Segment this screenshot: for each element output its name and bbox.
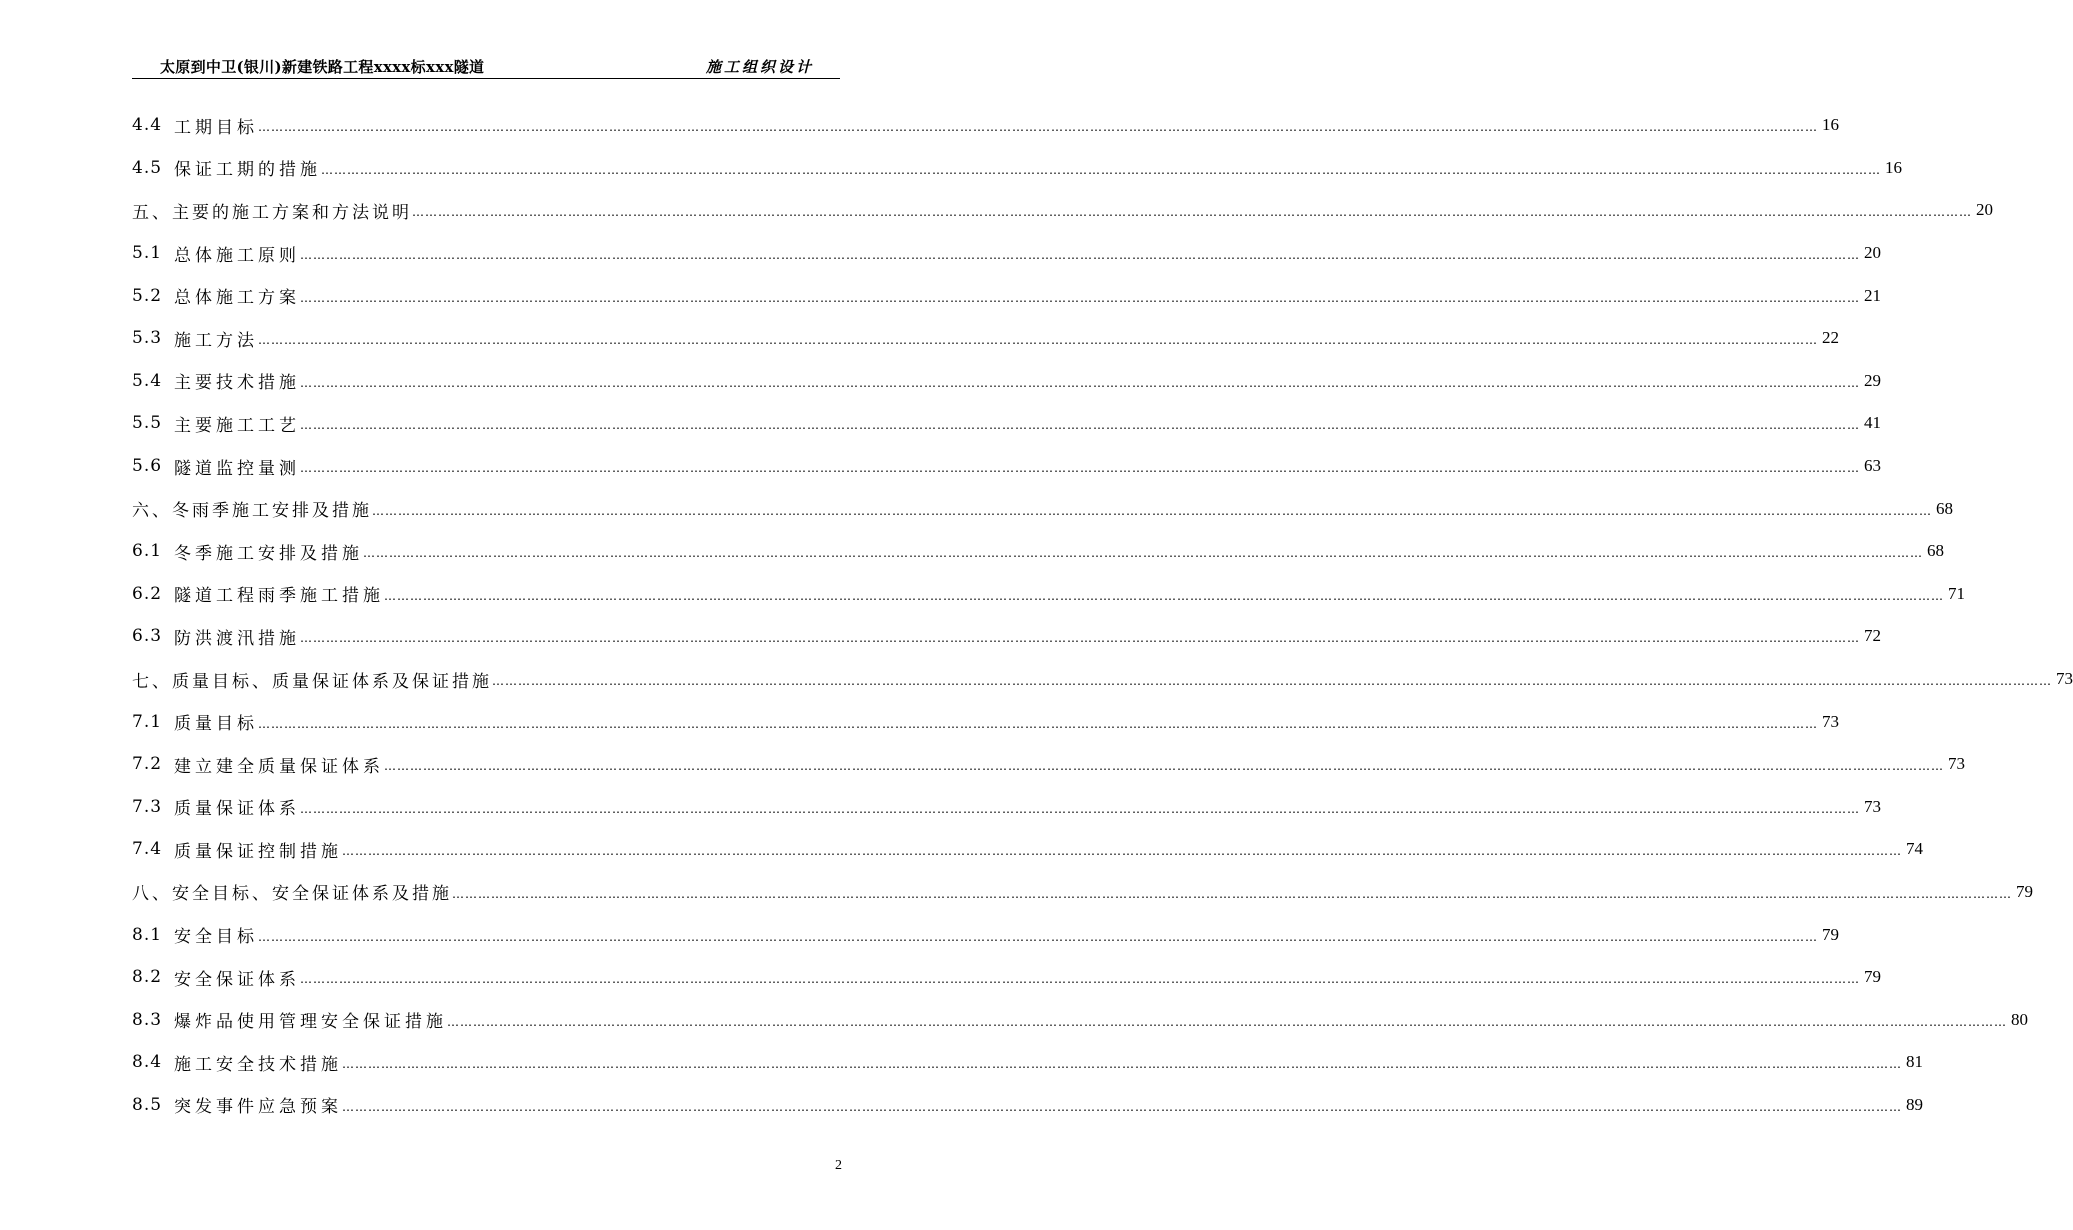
- toc-entry-title: 主要施工工艺: [174, 415, 300, 436]
- toc-entry[interactable]: [132, 828, 1923, 871]
- page-header: [132, 54, 840, 79]
- toc-entry-title: 施工方法: [174, 330, 258, 351]
- toc-entry-number: 5.5: [132, 413, 163, 434]
- toc-entry-page: 73: [1864, 796, 1881, 816]
- toc-leader-dots: ………………………………………………………………………………………………………………………………………………………………………………………………………………………………………………………………………………………………………………………………: [300, 375, 1860, 390]
- toc-entry-number: 6.1: [132, 541, 163, 562]
- toc-entry-page: 72: [1864, 626, 1881, 646]
- toc-entry-number: 4.5: [132, 157, 163, 178]
- toc-entry-number: 7.1: [132, 711, 163, 732]
- toc-entry-number: 5.3: [132, 328, 163, 349]
- toc-entry-title: 质量保证体系: [174, 799, 300, 820]
- toc-entry-page: 79: [1822, 924, 1839, 944]
- toc-entry[interactable]: [132, 147, 1902, 190]
- toc-entry-title: 七、质量目标、质量保证体系及保证措施: [132, 671, 492, 692]
- toc-leader-dots: ………………………………………………………………………………………………………………………………………………………………………………………………………………………………………………………………………………………………………………………………: [384, 588, 1944, 603]
- toc-entry[interactable]: [132, 615, 1881, 658]
- toc-entry[interactable]: [132, 743, 1965, 786]
- document-type: 施工组织设计: [705, 58, 814, 76]
- toc-entry-page: 73: [2056, 669, 2073, 689]
- toc-entry-page: 79: [1864, 967, 1881, 987]
- toc-entry-page: 21: [1864, 285, 1881, 305]
- toc-entry-title: 总体施工方案: [174, 288, 300, 309]
- toc-entry[interactable]: [132, 104, 1839, 147]
- toc-entry-number: 7.2: [132, 754, 163, 775]
- toc-entry-page: 16: [1822, 115, 1839, 135]
- toc-entry-number: 8.1: [132, 924, 163, 945]
- toc-entry[interactable]: [132, 658, 2073, 701]
- toc-leader-dots: ………………………………………………………………………………………………………………………………………………………………………………………………………………………………………………………………………………………………………………………………: [300, 461, 1860, 476]
- toc-entry-number: 7.3: [132, 796, 163, 817]
- toc-entry-page: 81: [1906, 1052, 1923, 1072]
- toc-entry-title: 质量目标: [174, 714, 258, 735]
- toc-leader-dots: ………………………………………………………………………………………………………………………………………………………………………………………………………………………………………………………………………………………………………………………………: [258, 716, 1818, 731]
- toc-entry[interactable]: [132, 487, 1953, 530]
- toc-entry[interactable]: [132, 913, 1839, 956]
- toc-entry-title: 防洪渡汛措施: [174, 628, 300, 649]
- toc-entry-number: 4.4: [132, 115, 163, 136]
- toc-leader-dots: ………………………………………………………………………………………………………………………………………………………………………………………………………………………………………………………………………………………………………………………………: [258, 120, 1818, 135]
- toc-entry[interactable]: [132, 573, 1965, 616]
- toc-entry[interactable]: [132, 274, 1881, 317]
- toc-entry-number: 8.3: [132, 1009, 163, 1030]
- toc-leader-dots: ………………………………………………………………………………………………………………………………………………………………………………………………………………………………………………………………………………………………………………………………: [342, 844, 1902, 859]
- toc-leader-dots: ………………………………………………………………………………………………………………………………………………………………………………………………………………………………………………………………………………………………………………………………: [300, 418, 1860, 433]
- toc-entry-title: 突发事件应急预案: [174, 1097, 342, 1118]
- toc-leader-dots: ………………………………………………………………………………………………………………………………………………………………………………………………………………………………………………………………………………………………………………………………: [321, 162, 1881, 177]
- toc-entry-number: 7.4: [132, 839, 163, 860]
- toc-entry-page: 16: [1885, 157, 1902, 177]
- toc-entry-title: 隧道监控量测: [174, 458, 300, 479]
- toc-entry[interactable]: [132, 402, 1881, 445]
- toc-entry-number: 8.4: [132, 1052, 163, 1073]
- toc-entry-page: 22: [1822, 328, 1839, 348]
- toc-leader-dots: ………………………………………………………………………………………………………………………………………………………………………………………………………………………………………………………………………………………………………………………………: [300, 290, 1860, 305]
- toc-entry[interactable]: [132, 786, 1881, 829]
- toc-entry-title: 质量保证控制措施: [174, 841, 342, 862]
- toc-leader-dots: ………………………………………………………………………………………………………………………………………………………………………………………………………………………………………………………………………………………………………………………………: [452, 886, 2012, 901]
- toc-leader-dots: ………………………………………………………………………………………………………………………………………………………………………………………………………………………………………………………………………………………………………………………………: [300, 801, 1860, 816]
- toc-entry-page: 63: [1864, 456, 1881, 476]
- toc-entry-page: 74: [1906, 839, 1923, 859]
- toc-leader-dots: ………………………………………………………………………………………………………………………………………………………………………………………………………………………………………………………………………………………………………………………………: [300, 972, 1860, 987]
- toc-entry-title: 冬季施工安排及措施: [174, 543, 363, 564]
- toc-leader-dots: ………………………………………………………………………………………………………………………………………………………………………………………………………………………………………………………………………………………………………………………………: [300, 248, 1860, 263]
- toc-entry-number: 5.4: [132, 370, 163, 391]
- document-title: 太原到中卫(银川)新建铁路工程xxxx标xxx隧道: [160, 58, 485, 76]
- toc-entry-page: 29: [1864, 370, 1881, 390]
- toc-entry-page: 68: [1927, 541, 1944, 561]
- toc-entry-number: 8.2: [132, 967, 163, 988]
- toc-entry-title: 工期目标: [174, 117, 258, 138]
- toc-entry[interactable]: [132, 956, 1881, 999]
- toc-entry-title: 保证工期的措施: [174, 160, 321, 181]
- toc-entry[interactable]: [132, 445, 1881, 488]
- toc-entry-page: 20: [1976, 200, 1993, 220]
- toc-entry-title: 八、安全目标、安全保证体系及措施: [132, 884, 452, 905]
- toc-entry-page: 73: [1822, 711, 1839, 731]
- toc-entry-page: 41: [1864, 413, 1881, 433]
- toc-entry-title: 建立建全质量保证体系: [174, 756, 384, 777]
- toc-leader-dots: ………………………………………………………………………………………………………………………………………………………………………………………………………………………………………………………………………………………………………………………………: [342, 1099, 1902, 1114]
- toc-leader-dots: ………………………………………………………………………………………………………………………………………………………………………………………………………………………………………………………………………………………………………………………………: [342, 1057, 1902, 1072]
- toc-entry-page: 71: [1948, 583, 1965, 603]
- toc-entry[interactable]: [132, 360, 1881, 403]
- toc-entry-page: 79: [2016, 881, 2033, 901]
- toc-entry[interactable]: [132, 998, 2028, 1041]
- toc-entry-number: 6.3: [132, 626, 163, 647]
- toc-entry-page: 20: [1864, 243, 1881, 263]
- toc-leader-dots: ………………………………………………………………………………………………………………………………………………………………………………………………………………………………………………………………………………………………………………………………: [363, 546, 1923, 561]
- toc-entry-title: 施工安全技术措施: [174, 1054, 342, 1075]
- toc-entry[interactable]: [132, 1041, 1923, 1084]
- toc-entry-title: 安全目标: [174, 927, 258, 948]
- toc-entry[interactable]: [132, 700, 1839, 743]
- toc-leader-dots: ………………………………………………………………………………………………………………………………………………………………………………………………………………………………………………………………………………………………………………………………: [492, 674, 2052, 689]
- toc-entry-title: 主要技术措施: [174, 373, 300, 394]
- toc-entry-title: 安全保证体系: [174, 969, 300, 990]
- table-of-contents: [132, 104, 2073, 1126]
- toc-leader-dots: ………………………………………………………………………………………………………………………………………………………………………………………………………………………………………………………………………………………………………………………………: [258, 929, 1818, 944]
- toc-entry-page: 89: [1906, 1094, 1923, 1114]
- toc-entry-number: 5.2: [132, 285, 163, 306]
- toc-entry-page: 80: [2011, 1009, 2028, 1029]
- toc-leader-dots: ………………………………………………………………………………………………………………………………………………………………………………………………………………………………………………………………………………………………………………………………: [258, 333, 1818, 348]
- toc-entry-page: 73: [1948, 754, 1965, 774]
- toc-entry-title: 总体施工原则: [174, 245, 300, 266]
- toc-leader-dots: ………………………………………………………………………………………………………………………………………………………………………………………………………………………………………………………………………………………………………………………………: [412, 205, 1972, 220]
- toc-leader-dots: ………………………………………………………………………………………………………………………………………………………………………………………………………………………………………………………………………………………………………………………………: [372, 503, 1932, 518]
- toc-leader-dots: ………………………………………………………………………………………………………………………………………………………………………………………………………………………………………………………………………………………………………………………………: [384, 759, 1944, 774]
- toc-entry-title: 五、主要的施工方案和方法说明: [132, 202, 412, 223]
- page-number: 2: [835, 1158, 842, 1173]
- toc-entry[interactable]: [132, 232, 1881, 275]
- toc-entry[interactable]: [132, 530, 1944, 573]
- toc-entry-title: 隧道工程雨季施工措施: [174, 586, 384, 607]
- toc-entry-page: 68: [1936, 498, 1953, 518]
- toc-entry[interactable]: [132, 317, 1839, 360]
- toc-entry[interactable]: [132, 871, 2033, 914]
- toc-entry-title: 爆炸品使用管理安全保证措施: [174, 1012, 447, 1033]
- toc-leader-dots: ………………………………………………………………………………………………………………………………………………………………………………………………………………………………………………………………………………………………………………………………: [300, 631, 1860, 646]
- toc-entry[interactable]: [132, 1084, 1923, 1127]
- toc-leader-dots: ………………………………………………………………………………………………………………………………………………………………………………………………………………………………………………………………………………………………………………………………: [447, 1014, 2007, 1029]
- toc-entry-number: 6.2: [132, 583, 163, 604]
- toc-entry-title: 六、冬雨季施工安排及措施: [132, 501, 372, 522]
- toc-entry-number: 5.1: [132, 243, 163, 264]
- toc-entry-number: 8.5: [132, 1094, 163, 1115]
- toc-entry[interactable]: [132, 189, 1993, 232]
- toc-entry-number: 5.6: [132, 456, 163, 477]
